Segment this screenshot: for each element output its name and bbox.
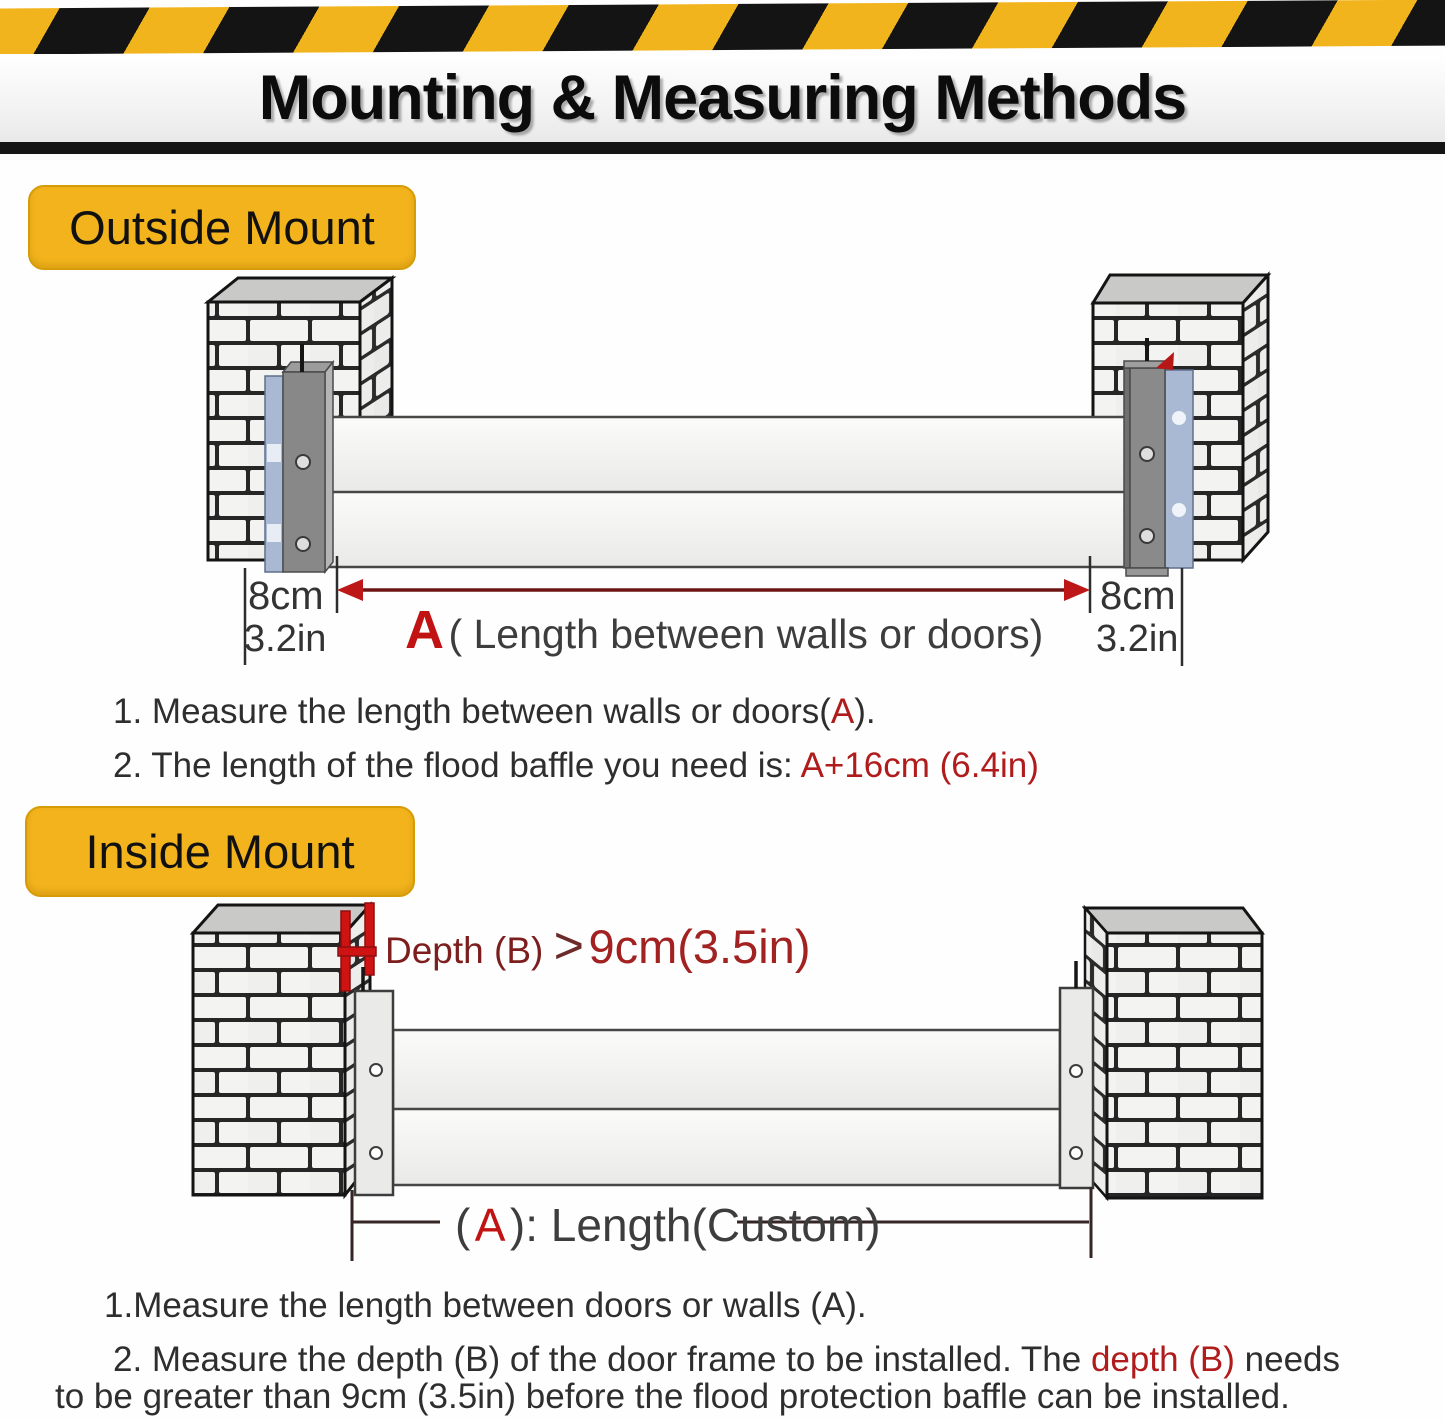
right-offset-in: 3.2in: [1096, 618, 1179, 660]
length-custom-label: ( A ): Length(Custom): [455, 1199, 881, 1251]
screw-icon: [1070, 1147, 1082, 1159]
page-title: Mounting & Measuring Methods: [258, 63, 1187, 133]
measurement-arrow: [337, 579, 1090, 601]
outside-mount-badge: [28, 185, 416, 270]
inside-right-bracket: [1060, 961, 1093, 1188]
inside-right-pillar: [1085, 908, 1262, 1198]
screw-icon: [1140, 529, 1154, 543]
right-offset-cm: 8cm: [1100, 574, 1176, 618]
hazard-stripes: [0, 0, 1445, 55]
screw-icon: [296, 455, 310, 469]
screw-icon: [296, 537, 310, 551]
dim-letter-a: A: [405, 600, 444, 660]
outside-left-bracket: [265, 344, 333, 572]
left-offset-cm: 8cm: [248, 574, 324, 618]
screw-icon: [1070, 1065, 1082, 1077]
outside-step-2: 2. The length of the flood baffle you need is: A+16cm (6.4in): [113, 746, 1039, 785]
hazard-stripe-band: [0, 0, 1445, 56]
outside-mount-diagram: [0, 268, 1445, 668]
outside-mount-badge-label: Outside Mount: [69, 201, 375, 254]
inside-step-2-line-2: to be greater than 9cm (3.5in) before the flood protection baffle can be installed.: [55, 1377, 1290, 1416]
title-underline-bar: [0, 142, 1445, 154]
screw-icon: [1140, 447, 1154, 461]
inside-step-2-line-1: 2. Measure the depth (B) of the door frame to be installed. The depth (B) needs: [113, 1340, 1341, 1379]
inside-step-1: 1.Measure the length between doors or walls (A).: [104, 1286, 867, 1325]
length-dimension-label: [405, 600, 1043, 660]
outside-right-bracket: [1124, 338, 1193, 576]
inside-mount-diagram: [0, 895, 1445, 1270]
dim-text: ( Length between walls or doors): [448, 611, 1044, 657]
inside-left-bracket: [355, 967, 393, 1195]
screw-icon: [370, 1064, 382, 1076]
flood-barrier-inside: [393, 1030, 1060, 1185]
left-offset-in: 3.2in: [244, 618, 327, 660]
flood-barrier-outside: [323, 417, 1133, 567]
outside-step-1: 1. Measure the length between walls or doors(A).: [113, 692, 876, 731]
screw-icon: [370, 1147, 382, 1159]
depth-label: Depth (B) > 9cm(3.5in): [385, 917, 811, 975]
title-band: [0, 54, 1445, 142]
inside-mount-badge: [25, 806, 415, 897]
inside-mount-badge-label: Inside Mount: [85, 825, 355, 878]
